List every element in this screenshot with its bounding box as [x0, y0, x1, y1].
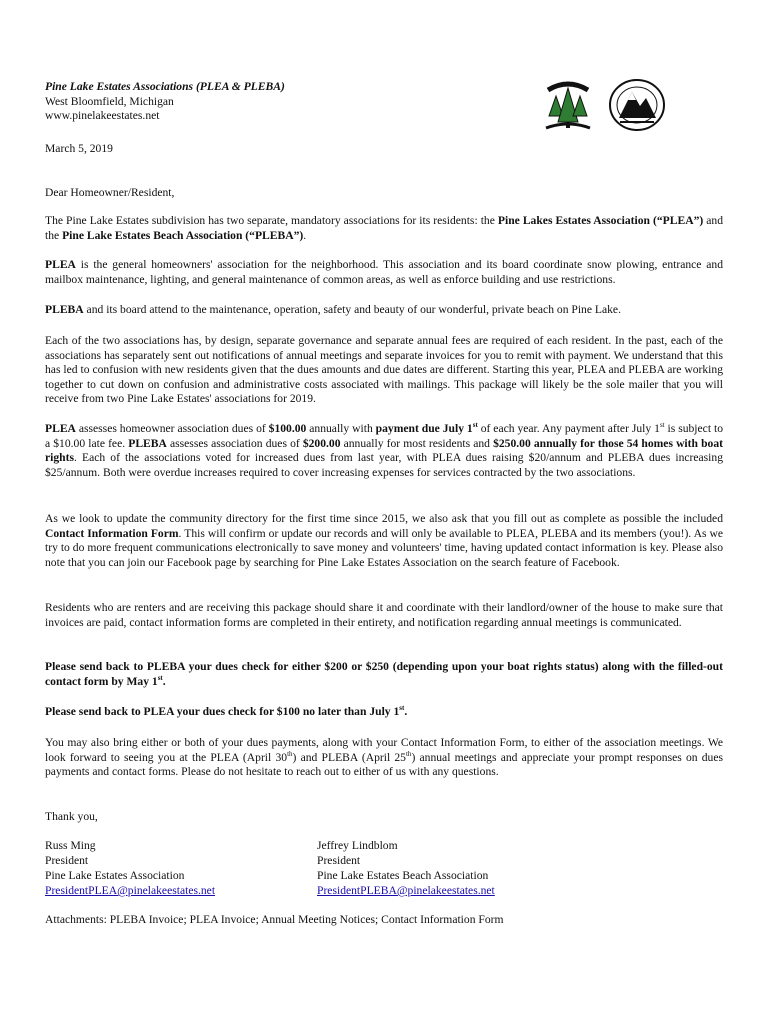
- pleba-boat-dues: $250.00 annually for those 54 homes with boat rights: [45, 436, 723, 465]
- paragraph-renters: Residents who are renters and are receiving this package should share it and coordinate with their landlord/owner of the house to make sure that invoices are paid, contact information forms are completed in their entirety, and notification regarding annual meetings is communicated.: [45, 601, 723, 629]
- signer-title: President: [45, 854, 89, 867]
- signer-org: Pine Lake Estates Beach Association: [317, 869, 489, 882]
- text: annually for most residents and: [340, 436, 494, 450]
- text: As we look to update the community directory for the first time since 2015, we also ask that you fill out as complete as possible the included: [45, 512, 723, 525]
- ordinal: th: [405, 749, 412, 758]
- paragraph-intro: [45, 214, 723, 243]
- plea-tree-logo: [540, 76, 596, 132]
- text: .: [303, 228, 307, 242]
- pleba-label: PLEBA: [128, 436, 167, 450]
- text: ) annual meetings and appreciate your prompt responses on dues payments and contact forms. Please do not hesitate to reach out to either of us with any questions.: [45, 750, 724, 779]
- text: ) and PLEBA (April 25: [292, 750, 406, 764]
- plea-dues-amount: $100.00: [268, 422, 307, 435]
- paragraph-pleba: [45, 303, 723, 318]
- closing: Thank you,: [45, 810, 98, 823]
- salutation: Dear Homeowner/Resident,: [45, 186, 175, 199]
- plea-name: Pine Lakes Estates Association (“PLEA”): [497, 214, 704, 227]
- ordinal: th: [287, 749, 293, 758]
- text: is subject to a $10.00 late fee.: [45, 422, 723, 450]
- signer-name: Jeffrey Lindblom: [317, 839, 398, 852]
- text: and the: [45, 214, 724, 242]
- paragraph-pleba-instructions: [45, 660, 723, 689]
- text: .: [404, 705, 408, 718]
- text: . This will confirm or update our records and will only be available to PLEA, PLEBA and its members (you!). As we try to do more frequent communications electronically to save money and volunteers' time, having updated contact information is key. Please also note that you can join our Facebook page by searching for Pine Lake Estates Association on the search feature of Facebook.: [45, 526, 723, 569]
- letter-date: March 5, 2019: [45, 142, 113, 155]
- org-website: www.pinelakeestates.net: [45, 109, 160, 123]
- ordinal: st: [659, 421, 665, 430]
- paragraph-dues: [45, 422, 723, 480]
- plea-label: PLEA: [45, 422, 76, 435]
- text: of each year. Any payment after July 1: [477, 422, 660, 435]
- plea-label: PLEA: [45, 258, 76, 271]
- text: You may also bring either or both of your dues payments, along with your Contact Information Form, to either of the association meetings. We look forward to seeing you at the PLEA (April 30: [45, 736, 723, 764]
- text: annually with: [306, 422, 376, 435]
- org-name: Pine Lake Estates Associations (PLEA & PLEBA): [45, 80, 285, 93]
- pleba-dues-amount: $200.00: [302, 436, 341, 450]
- attachments-line: Attachments: PLEBA Invoice; PLEA Invoice; Annual Meeting Notices; Contact Information Form: [45, 913, 504, 926]
- signature-block-pleba: [317, 838, 495, 898]
- signer-title: President: [317, 854, 361, 867]
- pleba-email-link[interactable]: PresidentPLEBA@pinelakeestates.net: [317, 884, 495, 897]
- text: assesses association dues of: [166, 436, 303, 450]
- pleba-mountain-seal-logo: [606, 76, 668, 134]
- paragraph-plea: [45, 258, 723, 287]
- pleba-name: Pine Lake Estates Beach Association (“PLEBA”): [62, 228, 304, 242]
- text: Please send back to PLEBA your dues check for either $200 or $250 (depending upon your boat rights status) along with the filled-out contact form by May 1: [45, 660, 723, 688]
- ordinal: st: [157, 673, 163, 682]
- paragraph-meetings: [45, 736, 723, 780]
- text: assesses homeowner association dues of: [75, 422, 269, 435]
- signature-block-plea: [45, 838, 215, 898]
- ordinal: st: [399, 704, 405, 713]
- text: is the general homeowners' association for the neighborhood. This association and its board coordinate snow plowing, entrance and mailbox maintenance, lighting, and general maintenance of common areas, as well as enforce building and use restrictions.: [45, 258, 723, 286]
- text: .: [162, 674, 166, 688]
- plea-email-link[interactable]: PresidentPLEA@pinelakeestates.net: [45, 884, 216, 897]
- pleba-label: PLEBA: [45, 303, 84, 316]
- paragraph-governance: Each of the two associations has, by design, separate governance and separate annual fees are required of each resident. In the past, each of the associations has separately sent out notifications of annual meetings and separate invoices for you to remit with payment. We understand that this has led to confusion with new residents given that the dues amounts and due dates are different. Starting this year, PLEA and PLEBA are working together to cut down on confusion and administrative costs associated with mailings. This package will likely be the sole mailer that you will receive from two Pine Lake Estates' associations for 2019.: [45, 334, 723, 406]
- ordinal: st: [472, 421, 478, 430]
- org-city: West Bloomfield, Michigan: [45, 94, 174, 108]
- plea-due-date: payment due July 1: [375, 422, 473, 435]
- text: and its board attend to the maintenance, operation, safety and beauty of our wonderful, private beach on Pine Lake.: [83, 303, 621, 316]
- paragraph-plea-instructions: [45, 705, 723, 720]
- signer-name: Russ Ming: [45, 839, 96, 852]
- text: Please send back to PLEA your dues check for $100 no later than July 1: [45, 705, 400, 718]
- paragraph-directory: [45, 512, 723, 570]
- text: The Pine Lake Estates subdivision has two separate, mandatory associations for its residents: the: [45, 214, 498, 227]
- signer-org: Pine Lake Estates Association: [45, 869, 185, 882]
- text: . Each of the associations voted for increased dues from last year, with PLEA dues raising $20/annum and PLEBA dues increasing $25/annum. Both were overdue increases required to cover increasing expenses for services contracted by the two associations.: [45, 451, 723, 479]
- contact-form-name: Contact Information Form: [45, 526, 179, 540]
